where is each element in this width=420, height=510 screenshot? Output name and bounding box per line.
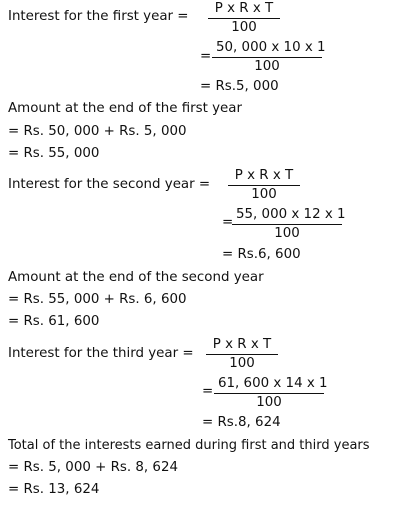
amount1-line2: = Rs. 55, 000 (8, 146, 100, 161)
year1-formula-fraction (208, 1, 280, 36)
fraction-denominator: 100 (229, 356, 255, 371)
fraction-denominator: 100 (251, 187, 277, 202)
fraction-denominator: 100 (274, 226, 300, 241)
amount1-heading: Amount at the end of the first year (8, 101, 242, 116)
year2-equals: = (222, 215, 234, 230)
fraction-numerator: 61, 600 x 14 x 1 (214, 376, 324, 394)
total-heading: Total of the interests earned during first and third years (8, 438, 370, 453)
year1-equals: = (200, 49, 212, 64)
amount2-heading: Amount at the end of the second year (8, 270, 264, 285)
fraction-numerator: P x R x T (206, 337, 278, 355)
fraction-numerator: P x R x T (228, 168, 300, 186)
amount2-line1: = Rs. 55, 000 + Rs. 6, 600 (8, 292, 187, 307)
year2-result: = Rs.6, 600 (222, 247, 301, 262)
amount2-line2: = Rs. 61, 600 (8, 314, 100, 329)
year1-result: = Rs.5, 000 (200, 79, 279, 94)
year3-result: = Rs.8, 624 (202, 415, 281, 430)
amount1-line1: = Rs. 50, 000 + Rs. 5, 000 (8, 124, 187, 139)
fraction-numerator: 50, 000 x 10 x 1 (212, 40, 322, 58)
year1-label: Interest for the first year = (8, 9, 189, 24)
year3-equals: = (202, 384, 214, 399)
year3-calc-fraction (214, 376, 328, 411)
fraction-denominator: 100 (254, 59, 280, 74)
year2-formula-fraction (228, 168, 300, 203)
year2-calc-fraction (232, 207, 346, 242)
year1-calc-fraction (212, 40, 326, 75)
fraction-numerator: 55, 000 x 12 x 1 (232, 207, 342, 225)
fraction-numerator: P x R x T (208, 1, 280, 19)
total-line1: = Rs. 5, 000 + Rs. 8, 624 (8, 460, 178, 475)
fraction-denominator: 100 (256, 395, 282, 410)
year3-formula-fraction (206, 337, 278, 372)
year2-label: Interest for the second year = (8, 177, 211, 192)
fraction-denominator: 100 (231, 20, 257, 35)
year3-label: Interest for the third year = (8, 346, 194, 361)
total-line2: = Rs. 13, 624 (8, 482, 100, 497)
